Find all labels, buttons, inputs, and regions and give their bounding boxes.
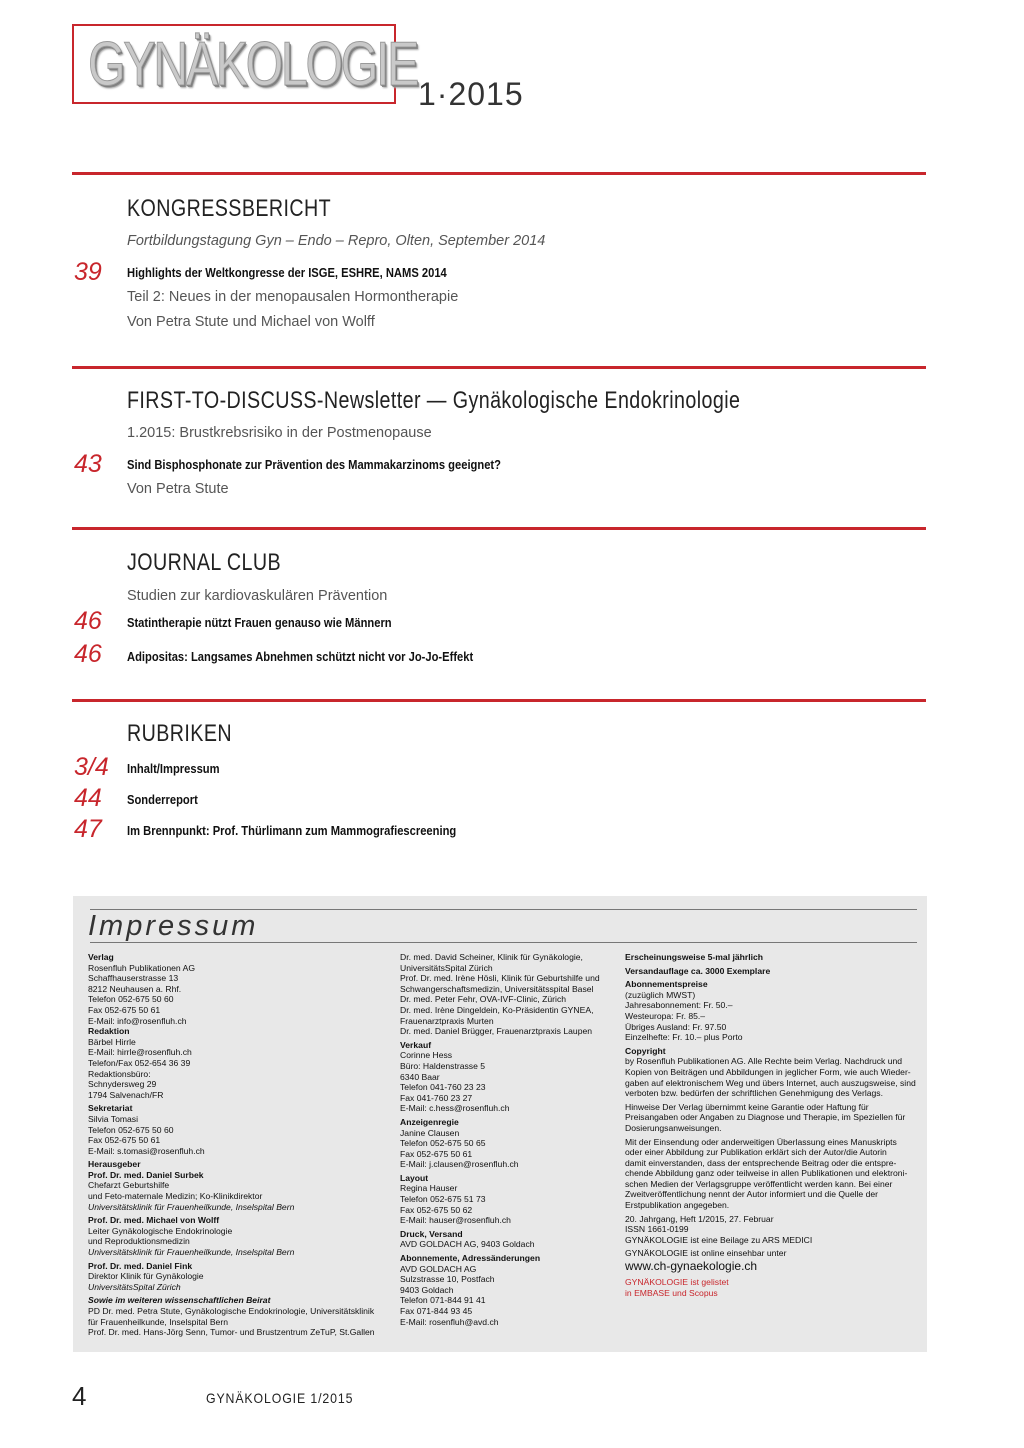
impressum-line: E-Mail: hirrle@rosenfluh.ch [88, 1047, 192, 1058]
page-number: 46 [74, 607, 102, 635]
impressum-line: in EMBASE und Scopus [625, 1287, 718, 1298]
impressum-line: PD Dr. med. Petra Stute, Gynäkologische Endokrinologie, Universitätsklinik [88, 1306, 375, 1316]
impressum-line: Universitätsklinik für Frauenheilkunde, Inselspital Bern [88, 1247, 295, 1258]
impressum-line: Sekretariat [88, 1103, 133, 1114]
page-number: 46 [74, 640, 102, 668]
impressum-line: Prof. Dr. med. Michael von Wolff [88, 1215, 220, 1226]
impressum-line: Übriges Ausland: Fr. 97.50 [625, 1021, 727, 1032]
impressum-line: Regina Hauser [400, 1183, 458, 1194]
page-number: 3/4 [74, 753, 109, 781]
impressum-line: 1794 Salvenach/FR [88, 1089, 164, 1100]
impressum-line: Silvia Tomasi [88, 1113, 138, 1124]
article-title[interactable]: Sonderreport [127, 792, 198, 807]
article-title[interactable]: Inhalt/Impressum [127, 761, 220, 776]
impressum-title: Impressum [88, 910, 259, 942]
journal-logo: GYNÄKOLOGIE [88, 30, 418, 99]
impressum-line: Chefarzt Geburtshilfe [88, 1180, 170, 1191]
impressum-line: chende Abbildung ganz oder teilweise in allen Publikationen und elektroni- [625, 1168, 908, 1179]
impressum-line: UniversitätsSpital Zürich [88, 1281, 181, 1292]
page-number: 43 [74, 450, 102, 478]
impressum-line: E-Mail: info@rosenfluh.ch [88, 1015, 187, 1026]
impressum-line: Westeuropa: Fr. 85.– [625, 1010, 706, 1021]
impressum-line: damit einverstanden, dass der entsprechende Beitrag oder die entspre- [625, 1157, 897, 1168]
impressum-line: oder einer Abbildung zur Publikation erklärt sich der Autor/die Autorin [625, 1147, 887, 1158]
impressum-title-line [90, 942, 917, 943]
article-subtitle: Teil 2: Neues in der menopausalen Hormontherapie [127, 289, 459, 305]
section-divider [72, 699, 926, 702]
impressum-line: by Rosenfluh Publikationen AG. Alle Rechte beim Verlag. Nachdruck und [625, 1056, 903, 1067]
impressum-line: Erstpublikation angegeben. [625, 1200, 730, 1211]
impressum-line: gaben auf elektronischem Weg und übers Internet, auch auszugsweise, sind [625, 1077, 916, 1088]
impressum-line: Preisangaben oder Angaben zu Diagnose und Therapie, im Speziellen für [625, 1112, 906, 1123]
impressum-line: Telefon 052-675 50 65 [400, 1138, 486, 1149]
impressum-line: Verlag [88, 952, 114, 962]
impressum-line: Dr. med. David Scheiner, Klinik für Gynäkologie, [400, 952, 583, 962]
impressum-line: Fax 052-675 50 62 [400, 1204, 473, 1215]
impressum-line: Schwangerschaftsmedizin, Universitätsspital Basel [400, 983, 594, 994]
page-number-footer: 4 [72, 1381, 87, 1411]
impressum-line: Kopien von Beiträgen und Abbildungen in jeglicher Form, wie auch Wieder- [625, 1066, 911, 1077]
impressum-line: Fax 052-675 50 61 [88, 1135, 161, 1146]
impressum-line: Mit der Einsendung oder anderweitigen Überlassung eines Manuskripts [625, 1136, 897, 1147]
journal-logo-frame [72, 24, 418, 104]
impressum-line: Herausgeber [88, 1159, 141, 1170]
article-title[interactable]: Adipositas: Langsames Abnehmen schützt nicht vor Jo-Jo-Effekt [127, 649, 474, 664]
impressum-line: Fax 052-675 50 61 [400, 1148, 473, 1159]
impressum-line: Fax 052-675 50 61 [88, 1004, 161, 1015]
impressum-line: Prof. Dr. med. Daniel Fink [88, 1260, 193, 1271]
impressum-line: Sowie im weiteren wissenschaftlichen Beirat [88, 1295, 271, 1306]
impressum-line: E-Mail: hauser@rosenfluh.ch [400, 1215, 511, 1226]
impressum-line: 20. Jahrgang, Heft 1/2015, 27. Februar [625, 1213, 774, 1224]
impressum-line: Hinweise Der Verlag übernimmt keine Garantie oder Haftung für [625, 1101, 869, 1112]
impressum-line: Verkauf [400, 1039, 432, 1050]
impressum-line: Copyright [625, 1045, 666, 1056]
section-divider [72, 172, 926, 175]
issue-number: 1·2015 [418, 76, 524, 112]
impressum-line: (zuzüglich MWST) [625, 989, 696, 1000]
impressum-line: Fax 071-844 93 45 [400, 1306, 473, 1316]
page-number: 39 [74, 258, 102, 286]
impressum-line: schen Medien der Verlagsgruppe veröffentlicht werden kann. Bei einer [625, 1178, 893, 1189]
section-subtitle: 1.2015: Brustkrebsrisiko in der Postmenopause [127, 425, 432, 441]
impressum-line: Abonnemente, Adressänderungen [400, 1253, 541, 1264]
impressum-line: Telefon 071-844 91 41 [400, 1295, 486, 1306]
article-title[interactable]: Highlights der Weltkongresse der ISGE, ESHRE, NAMS 2014 [127, 265, 447, 280]
impressum-line: und Reproduktionsmedizin [88, 1236, 190, 1247]
impressum-line: Prof. Dr. med. Hans-Jörg Senn, Tumor- und Brustzentrum ZeTuP, St.Gallen [88, 1327, 375, 1338]
impressum-line: Einzelhefte: Fr. 10.– plus Porto [625, 1032, 743, 1043]
impressum-line: UniversitätsSpital Zürich [400, 962, 493, 973]
impressum-line: Dosierungsanweisungen. [625, 1122, 722, 1133]
impressum-line: Frauenarztpraxis Murten [400, 1015, 494, 1026]
impressum-line: Redaktion [88, 1026, 130, 1037]
impressum-column-1 [88, 952, 388, 1338]
impressum-line: AVD GOLDACH AG, 9403 Goldach [400, 1239, 535, 1250]
article-title[interactable]: Sind Bisphosphonate zur Prävention des Mammakarzinoms geeignet? [127, 457, 501, 472]
impressum-column-3 [625, 952, 920, 1298]
impressum-line: Layout [400, 1172, 429, 1183]
impressum-line: Sulzstrasse 10, Postfach [400, 1274, 495, 1285]
impressum-line: Universitätsklinik für Frauenheilkunde, Inselspital Bern [88, 1201, 295, 1212]
impressum-line: Direktor Klinik für Gynäkologie [88, 1271, 204, 1282]
impressum-line: Dr. med. Peter Fehr, OVA-IVF-Clinic, Zürich [400, 994, 567, 1005]
impressum-column-2 [400, 952, 610, 1327]
impressum-line: Telefon 052-675 51 73 [400, 1194, 486, 1205]
page-number: 47 [74, 815, 102, 843]
impressum-line: Dr. med. Irène Dingeldein, Ko-Präsidentin GYNEA, [400, 1004, 594, 1015]
section-title-rubriken: RUBRIKEN [127, 720, 232, 747]
impressum-line: und Feto-maternale Medizin; Ko-Klinikdirektor [88, 1191, 263, 1202]
impressum-line: Jahresabonnement: Fr. 50.– [625, 1000, 733, 1011]
section-divider [72, 366, 926, 369]
impressum-line: Büro: Haldenstrasse 5 [400, 1060, 486, 1071]
impressum-line: E-Mail: s.tomasi@rosenfluh.ch [88, 1145, 205, 1156]
article-authors: Von Petra Stute und Michael von Wolff [127, 314, 375, 330]
impressum-line: Telefon 041-760 23 23 [400, 1082, 486, 1093]
impressum-box [73, 896, 927, 1352]
impressum-line: Erscheinungsweise 5-mal jährlich [625, 952, 764, 962]
impressum-line: Prof. Dr. med. Daniel Surbek [88, 1169, 204, 1180]
impressum-line: Fax 041-760 23 27 [400, 1092, 473, 1103]
impressum-line: ISSN 1661-0199 [625, 1224, 689, 1235]
impressum-line: Anzeigenregie [400, 1116, 459, 1127]
article-title[interactable]: Statintherapie nützt Frauen genauso wie Männern [127, 615, 392, 630]
impressum-line: Zweitveröffentlichung nennt der Autor informiert und die Quelle der [625, 1189, 879, 1200]
section-title-newsletter: FIRST-TO-DISCUSS-Newsletter — Gynäkologische Endokrinologie [127, 387, 741, 414]
impressum-line: Leiter Gynäkologische Endokrinologie [88, 1225, 233, 1236]
section-title-kongressbericht: KONGRESSBERICHT [127, 195, 332, 222]
impressum-line: GYNÄKOLOGIE ist eine Beilage zu ARS MEDICI [625, 1234, 813, 1245]
page-number: 44 [74, 784, 102, 812]
impressum-line: für Frauenheilkunde, Inselspital Bern [88, 1316, 228, 1327]
impressum-line: GYNÄKOLOGIE ist gelistet [625, 1277, 729, 1288]
impressum-line: E-Mail: rosenfluh@avd.ch [400, 1316, 499, 1327]
impressum-line: E-Mail: j.clausen@rosenfluh.ch [400, 1159, 519, 1170]
footer-journal-issue: GYNÄKOLOGIE 1/2015 [206, 1390, 354, 1406]
impressum-line: Versandauflage ca. 3000 Exemplare [625, 965, 771, 976]
impressum-line: Schaffhauserstrasse 13 [88, 973, 179, 984]
impressum-line: Schnydersweg 29 [88, 1079, 157, 1090]
impressum-line: Telefon 052-675 50 60 [88, 994, 174, 1005]
impressum-line: Abonnementspreise [625, 979, 708, 990]
impressum-line: Telefon 052-675 50 60 [88, 1124, 174, 1135]
impressum-line: Janine Clausen [400, 1127, 460, 1138]
impressum-line: www.ch-gynaekologie.ch [625, 1259, 758, 1274]
impressum-line: Druck, Versand [400, 1228, 463, 1239]
article-authors: Von Petra Stute [127, 481, 229, 497]
impressum-line: 8212 Neuhausen a. Rhf. [88, 983, 182, 994]
section-title-journal-club: JOURNAL CLUB [127, 549, 282, 576]
impressum-line: Bärbel Hirrle [88, 1036, 136, 1047]
impressum-line: Telefon/Fax 052-654 36 39 [88, 1057, 191, 1068]
impressum-line: GYNÄKOLOGIE ist online einsehbar unter [625, 1248, 787, 1259]
impressum-line: E-Mail: c.hess@rosenfluh.ch [400, 1103, 510, 1114]
impressum-line: Redaktionsbüro: [88, 1068, 151, 1079]
section-subtitle: Fortbildungstagung Gyn – Endo – Repro, Olten, September 2014 [127, 233, 546, 249]
section-divider [72, 527, 926, 530]
impressum-line: 9403 Goldach [400, 1284, 454, 1295]
impressum-line: Rosenfluh Publikationen AG [88, 962, 196, 973]
impressum-line: 6340 Baar [400, 1071, 440, 1082]
section-subtitle: Studien zur kardiovaskulären Prävention [127, 588, 388, 604]
article-title[interactable]: Im Brennpunkt: Prof. Thürlimann zum Mammografiescreening [127, 823, 457, 838]
impressum-line: AVD GOLDACH AG [400, 1263, 477, 1274]
impressum-line: Corinne Hess [400, 1050, 453, 1061]
impressum-line: verboten bzw. bedürfen der schriftlichen Genehmigung des Verlags. [625, 1088, 883, 1099]
impressum-line: Dr. med. Daniel Brügger, Frauenarztpraxis Laupen [400, 1026, 593, 1037]
impressum-line: Prof. Dr. med. Irène Hösli, Klinik für Geburtshilfe und [400, 973, 600, 984]
